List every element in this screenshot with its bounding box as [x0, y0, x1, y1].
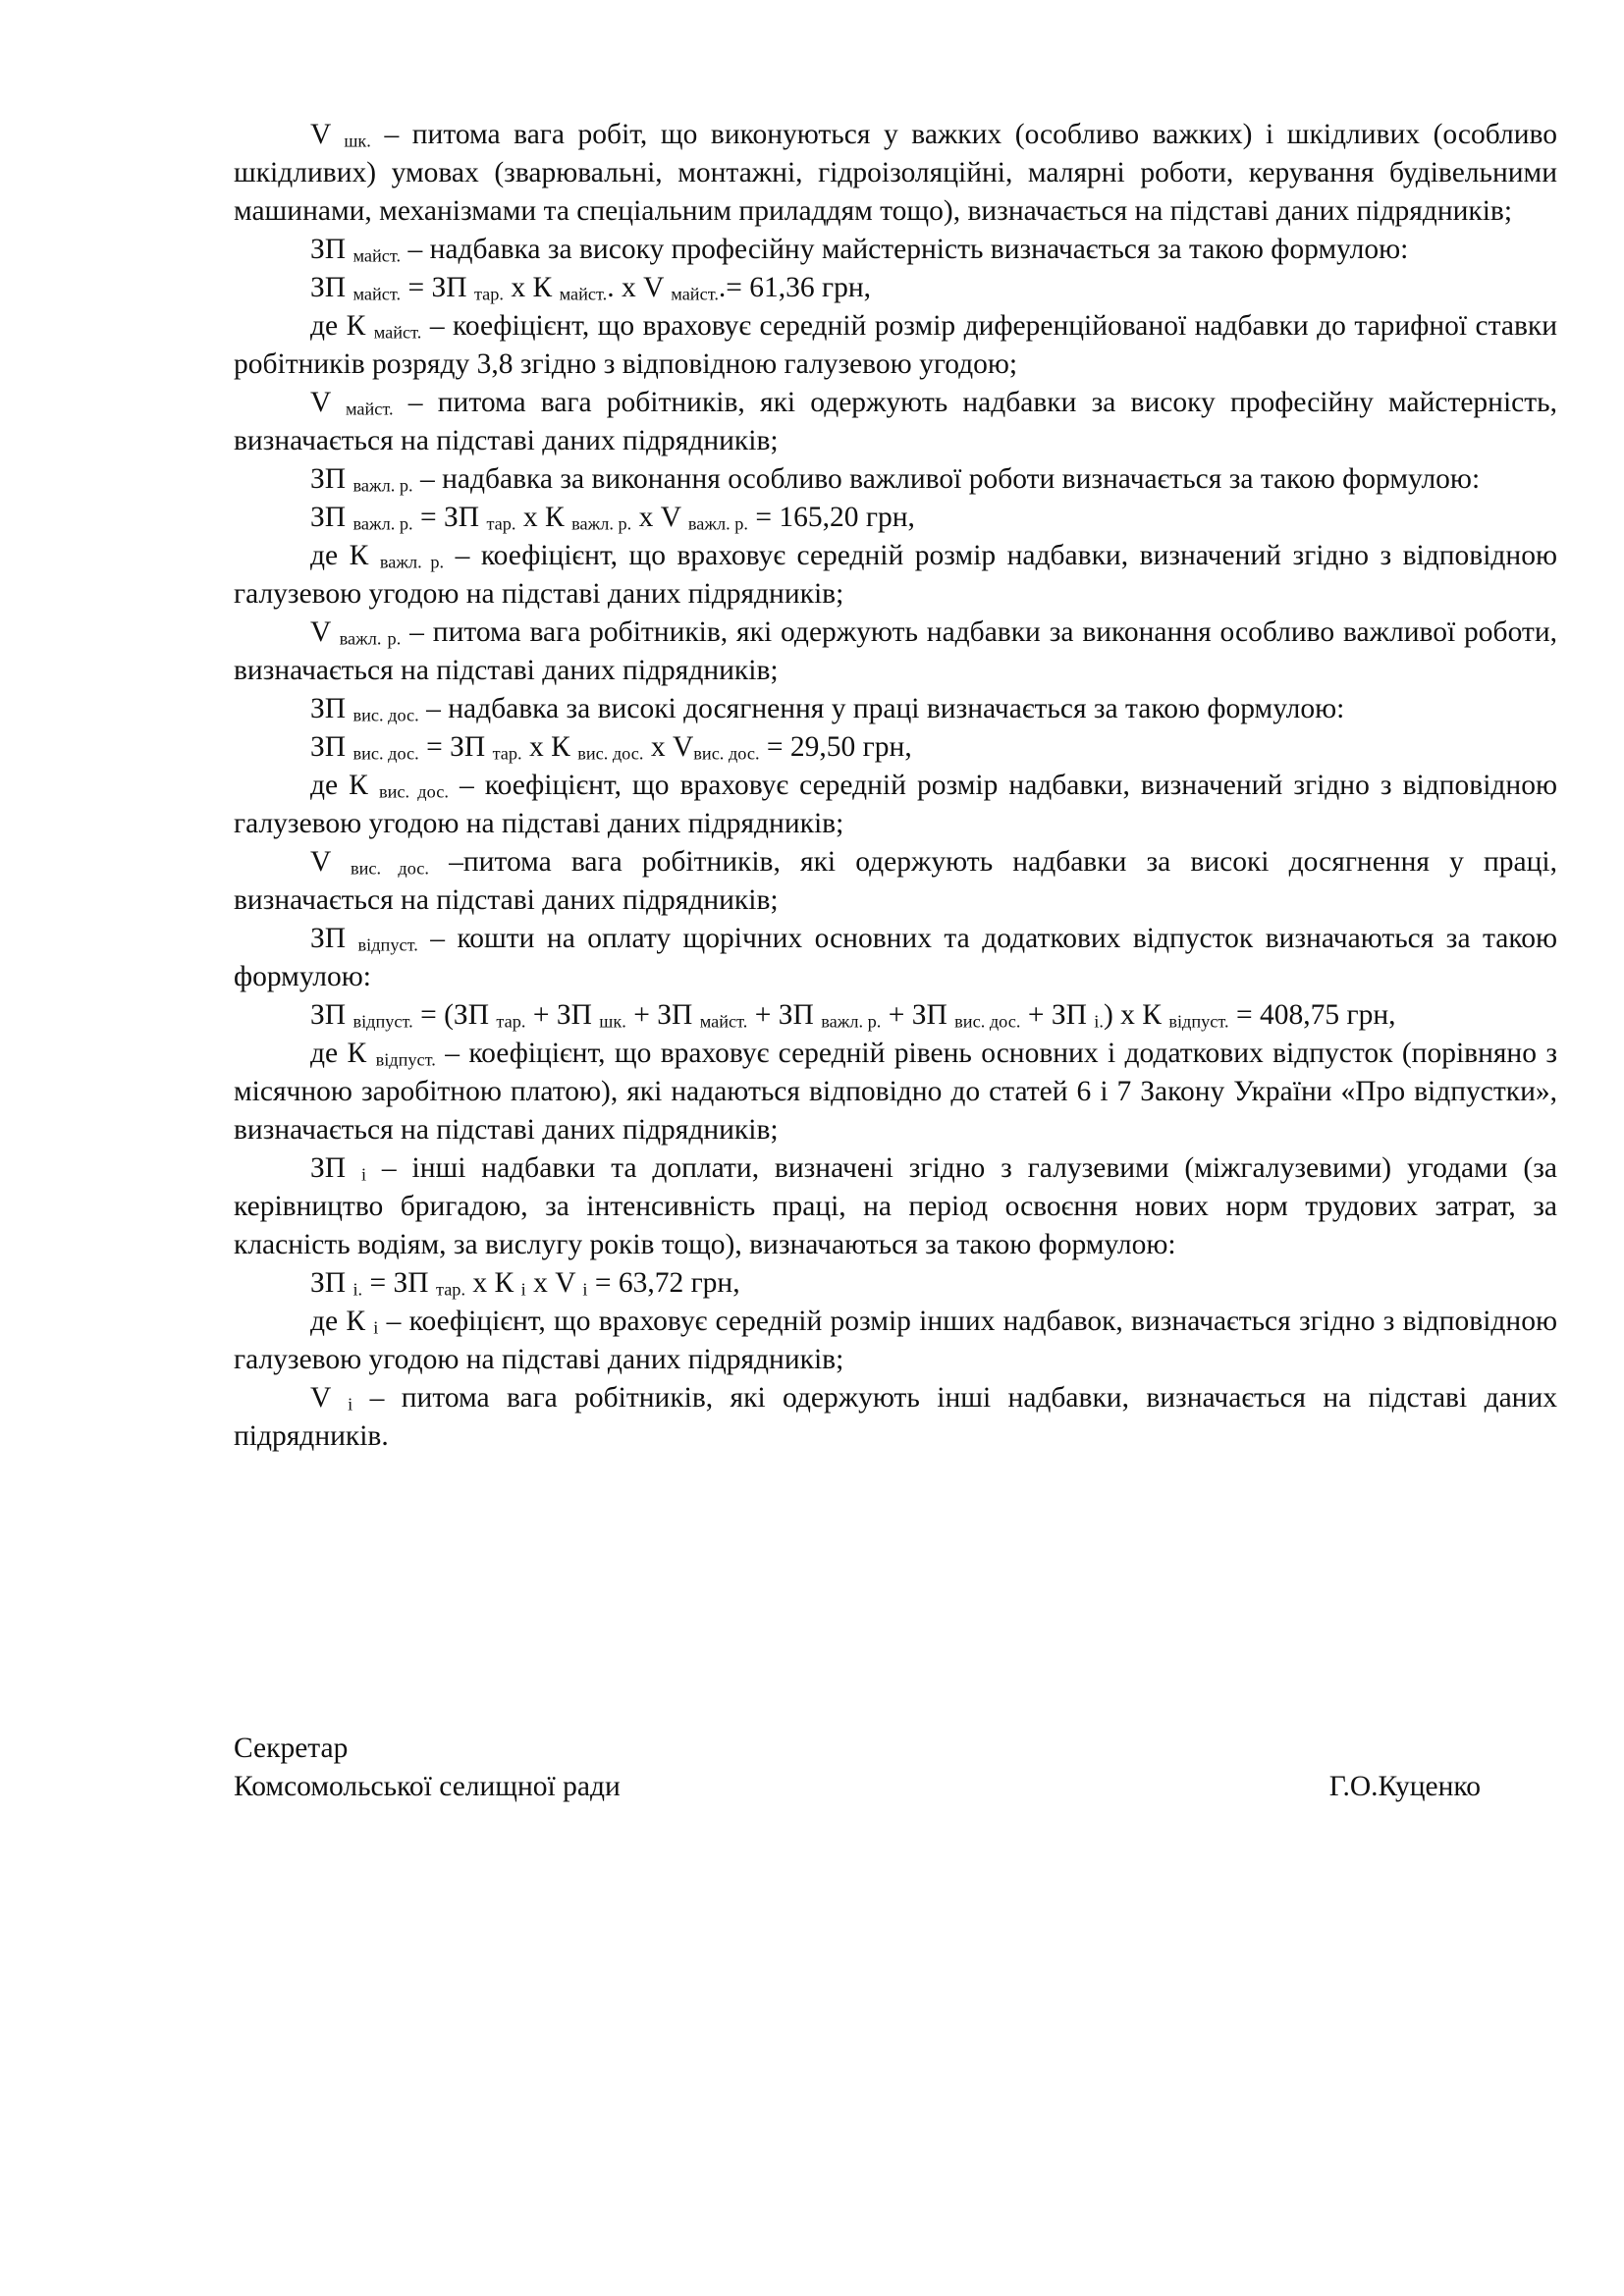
paragraph-text: де К — [310, 770, 379, 801]
paragraph-text: + ЗП — [881, 999, 955, 1031]
subscript-index: важл. р. — [821, 1011, 882, 1032]
paragraph — [234, 1264, 1557, 1303]
subscript-index: вис. дос. — [352, 705, 419, 725]
subscript-index: майст. — [671, 284, 719, 304]
subscript-index: відпуст. — [1168, 1011, 1229, 1032]
paragraph-text: ЗП — [310, 502, 353, 533]
paragraph-text: ЗП — [310, 463, 353, 495]
paragraph-text: = ЗП — [412, 502, 487, 533]
paragraph-text: = ЗП — [418, 731, 493, 763]
subscript-index: вис. дос. — [378, 781, 449, 802]
paragraph-text: х К — [465, 1267, 521, 1299]
paragraph-text: ЗП — [310, 1267, 353, 1299]
signature-title: Секретар — [234, 1733, 349, 1764]
paragraph-text: – питома вага робітників, які одержують надбавки за високу професійну майстерність, визначається на підставі даних підрядників; — [234, 387, 1557, 456]
paragraph — [234, 269, 1557, 307]
paragraph — [234, 1303, 1557, 1379]
paragraph-text: х V — [631, 502, 688, 533]
paragraph-text: х К — [515, 502, 572, 533]
paragraph-text: V — [310, 119, 345, 150]
subscript-index: і — [360, 1164, 367, 1185]
subscript-index: відпуст. — [352, 1011, 413, 1032]
subscript-index: тар. — [486, 513, 516, 534]
paragraph-text: ) х К — [1103, 999, 1169, 1031]
paragraph-text: – коефіцієнт, що враховує середній розмір надбавки, визначений згідно з відповідною галузевою угодою на підставі даних підрядників; — [234, 770, 1557, 839]
paragraph-text: – надбавка за виконання особливо важливої роботи визначається за такою формулою: — [412, 463, 1481, 495]
subscript-index: важл. р. — [352, 513, 413, 534]
paragraph — [234, 231, 1557, 269]
signature-block — [234, 1730, 1481, 1806]
subscript-index: тар. — [496, 1011, 526, 1032]
paragraph-text: – питома вага робітників, які одержують інші надбавки, визначається на підставі даних підрядників. — [234, 1382, 1557, 1452]
subscript-index: важл. р. — [379, 552, 445, 572]
paragraph-text: –питома вага робітників, які одержують надбавки за високі досягнення у праці, визначається на підставі даних підрядників; — [234, 846, 1557, 916]
subscript-index: шк. — [344, 131, 371, 151]
paragraph-text: – коефіцієнт, що враховує середній розмір диференційованої надбавки до тарифної ставки робітників розряду 3,8 згідно з відповідною галузевою угодою; — [234, 310, 1558, 380]
subscript-index: і — [348, 1394, 353, 1415]
subscript-index: майст. — [352, 245, 402, 266]
subscript-index: майст. — [373, 322, 422, 343]
paragraph — [234, 460, 1557, 499]
signature-organization: Комсомольської селищної ради — [234, 1771, 621, 1802]
paragraph-text: + ЗП — [747, 999, 822, 1031]
paragraph-text: .= 61,36 грн, — [718, 272, 872, 303]
paragraph — [234, 767, 1557, 843]
subscript-index: і. — [1094, 1011, 1104, 1032]
subscript-index: і — [373, 1317, 379, 1338]
paragraph — [234, 1035, 1557, 1149]
subscript-index: майст. — [699, 1011, 748, 1032]
paragraph-text: х К — [521, 731, 578, 763]
subscript-index: вис. дос. — [954, 1011, 1021, 1032]
paragraph-text: V — [310, 616, 340, 648]
paragraph — [234, 996, 1557, 1035]
subscript-index: тар. — [492, 743, 522, 764]
subscript-index: відпуст. — [357, 934, 418, 955]
paragraph-text: ЗП — [310, 234, 353, 265]
paragraph-text: . х V — [607, 272, 672, 303]
paragraph-text: х К — [504, 272, 560, 303]
paragraph-text: де К — [310, 1038, 376, 1069]
subscript-index: відпуст. — [375, 1049, 436, 1070]
paragraph-text: + ЗП — [625, 999, 700, 1031]
paragraph-text: – питома вага робіт, що виконуються у важких (особливо важких) і шкідливих (особливо шкідливих) умовах (зварювальні, монтажні, гідроізоляційні, малярні роботи, керування будівельними машинами, механізмами та спеціальним приладдям тощо), визначається на підставі даних підрядників; — [234, 119, 1557, 227]
paragraph-text: = 63,72 грн, — [587, 1267, 740, 1299]
subscript-index: важл. р. — [687, 513, 748, 534]
paragraph-text: – коефіцієнт, що враховує середній рівень основних і додаткових відпусток (порівняно з місячною заробітною платою), які надаються відповідно до статей 6 і 7 Закону України «Про відпустки», визначається на підставі даних підрядників; — [234, 1038, 1558, 1146]
subscript-index: і — [520, 1279, 526, 1300]
paragraph — [234, 920, 1557, 996]
subscript-index: важл. р. — [339, 628, 402, 649]
paragraph-text: ЗП — [310, 693, 353, 724]
paragraph-text: де К — [310, 310, 374, 342]
paragraph — [234, 307, 1557, 384]
paragraph — [234, 1149, 1557, 1264]
paragraph — [234, 499, 1557, 537]
paragraph-text: = 29,50 грн, — [759, 731, 912, 763]
subscript-index: вис. дос. — [577, 743, 644, 764]
paragraph — [234, 116, 1557, 231]
subscript-index: майст. — [345, 399, 394, 419]
paragraph — [234, 690, 1557, 728]
paragraph-text: х V — [643, 731, 694, 763]
paragraph-text: V — [310, 387, 346, 418]
paragraph — [234, 384, 1557, 460]
paragraph-text: ЗП — [310, 923, 358, 954]
paragraph-text: де К — [310, 540, 380, 571]
paragraph — [234, 614, 1557, 690]
subscript-index: тар. — [473, 284, 505, 304]
paragraph-text: де К — [310, 1306, 374, 1337]
paragraph — [234, 1379, 1557, 1456]
subscript-index: і. — [352, 1279, 363, 1300]
subscript-index: майст. — [352, 284, 402, 304]
paragraph-text: ЗП — [310, 999, 353, 1031]
signature-row — [234, 1768, 1481, 1806]
subscript-index: вис. дос. — [693, 743, 760, 764]
paragraph — [234, 728, 1557, 767]
paragraph — [234, 843, 1557, 920]
paragraph — [234, 537, 1557, 614]
paragraph-text: х V — [525, 1267, 583, 1299]
paragraph-text: – надбавка за високі досягнення у праці визначається за такою формулою: — [418, 693, 1345, 724]
paragraph-text: ЗП — [310, 731, 353, 763]
paragraph-text: = (ЗП — [412, 999, 497, 1031]
subscript-index: вис. дос. — [350, 858, 429, 879]
subscript-index: і — [582, 1279, 588, 1300]
paragraph-text: = ЗП — [401, 272, 474, 303]
paragraph-text: ЗП — [310, 1152, 361, 1184]
paragraph-text: = 408,75 грн, — [1228, 999, 1396, 1031]
subscript-index: тар. — [435, 1279, 466, 1300]
paragraph-text: V — [310, 846, 351, 878]
subscript-index: важл. р. — [571, 513, 632, 534]
subscript-index: важл. р. — [352, 475, 413, 496]
paragraph-text: – коефіцієнт, що враховує середній розмір інших надбавок, визначається згідно з відповідною галузевою угодою на підставі даних підрядників; — [234, 1306, 1557, 1375]
paragraph-text: – кошти на оплату щорічних основних та додаткових відпусток визначаються за такою формулою: — [234, 923, 1557, 992]
paragraph-text: – питома вага робітників, які одержують надбавки за виконання особливо важливої роботи, визначається на підставі даних підрядників; — [234, 616, 1557, 686]
paragraph-text: – надбавка за високу професійну майстерність визначається за такою формулою: — [401, 234, 1409, 265]
paragraph-text: – інші надбавки та доплати, визначені згідно з галузевими (міжгалузевими) угодами (за керівництво бригадою, за інтенсивність праці, на період освоєння нових норм трудових затрат, за класність водіям, за вислугу років тощо), визначаються за такою формулою: — [234, 1152, 1557, 1260]
signature-name: Г.О.Куценко — [1328, 1771, 1481, 1802]
paragraph-text: ЗП — [310, 272, 353, 303]
paragraph-text: – коефіцієнт, що враховує середній розмір надбавки, визначений згідно з відповідною галузевою угодою на підставі даних підрядників; — [234, 540, 1557, 610]
paragraph-text: V — [310, 1382, 349, 1414]
paragraph-text: = ЗП — [362, 1267, 436, 1299]
document-body — [234, 116, 1557, 1456]
paragraph-text: + ЗП — [525, 999, 600, 1031]
paragraph-text: = 165,20 грн, — [747, 502, 915, 533]
subscript-index: вис. дос. — [352, 743, 419, 764]
paragraph-text: + ЗП — [1020, 999, 1095, 1031]
subscript-index: шк. — [599, 1011, 626, 1032]
subscript-index: майст. — [559, 284, 608, 304]
